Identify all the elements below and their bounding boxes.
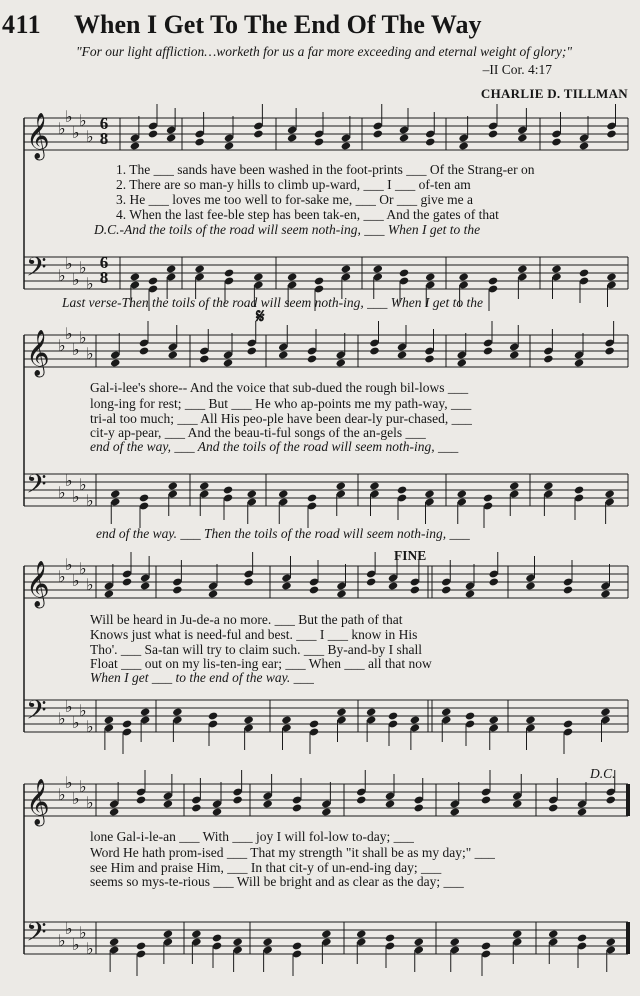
svg-text:♭: ♭ xyxy=(79,559,87,578)
svg-text:𝄞: 𝄞 xyxy=(26,113,50,159)
verse1-line1: 1. The ___ sands have been washed in the foot-prints ___ Of the Strang-er on xyxy=(116,162,535,177)
verse2-line2: long-ing for rest; ___ But ___ He who ap-points me my path-way, ___ xyxy=(90,396,472,411)
svg-text:♭: ♭ xyxy=(86,491,94,510)
svg-text:♭: ♭ xyxy=(86,344,94,363)
svg-text:𝄞: 𝄞 xyxy=(26,330,50,376)
svg-text:♭: ♭ xyxy=(58,785,66,804)
verse1-line3: Will be heard in Ju-de-a no more. ___ But the path of that xyxy=(90,612,403,627)
svg-text:𝄢: 𝄢 xyxy=(26,468,47,506)
verse3-line2: tri-al too much; ___ All His peo-ple have been dear-ly pur-chased, ___ xyxy=(90,411,472,426)
svg-text:♭: ♭ xyxy=(72,487,80,506)
svg-text:♭: ♭ xyxy=(65,471,73,490)
last-verse-line2: end of the way. ___ Then the toils of the road will seem noth-ing, ___ xyxy=(96,526,470,541)
svg-text:♭: ♭ xyxy=(65,107,73,126)
svg-text:♭: ♭ xyxy=(79,701,87,720)
dc-line1: D.C.-And the toils of the road will seem noth-ing, ___ When I get to the xyxy=(94,222,481,237)
hymn-title: When I Get To The End Of The Way xyxy=(74,10,482,39)
svg-text:♭: ♭ xyxy=(58,567,66,586)
verse4-line2: cit-y ap-pear, ___ And the beau-ti-ful songs of the an-gels ___ xyxy=(90,425,426,440)
svg-text:𝄞: 𝄞 xyxy=(26,779,50,825)
svg-text:♭: ♭ xyxy=(65,697,73,716)
verse2-line3: Knows just what is need-ful and best. ___ I ___ know in His xyxy=(90,627,418,642)
verse2-line1: 2. There are so man-y hills to climb up-ward, ___ I ___ of-ten am xyxy=(116,177,471,192)
svg-text:𝄞: 𝄞 xyxy=(26,561,50,607)
svg-text:𝄢: 𝄢 xyxy=(26,694,47,732)
svg-text:♭: ♭ xyxy=(72,935,80,954)
svg-text:♭: ♭ xyxy=(86,793,94,812)
verse3-line4: see Him and praise Him, ___ In that cit-y of un-end-ing day; ___ xyxy=(90,860,442,875)
svg-text:♭: ♭ xyxy=(86,939,94,958)
svg-text:♭: ♭ xyxy=(65,254,73,273)
time-signature-treble: 6 8 xyxy=(99,114,109,148)
verse1-line4: lone Gal-i-le-an ___ With ___ joy I will fol-low to-day; ___ xyxy=(90,829,414,844)
verse2-line4: Word He hath prom-ised ___ That my strength "it shall be as my day;" ___ xyxy=(90,845,495,860)
svg-text:♭: ♭ xyxy=(58,709,66,728)
svg-text:♭: ♭ xyxy=(86,717,94,736)
svg-text:♭: ♭ xyxy=(86,575,94,594)
svg-text:♭: ♭ xyxy=(58,483,66,502)
svg-text:♭: ♭ xyxy=(58,931,66,950)
svg-text:♭: ♭ xyxy=(72,270,80,289)
svg-text:♭: ♭ xyxy=(58,336,66,355)
svg-text:♭: ♭ xyxy=(79,475,87,494)
svg-text:♭: ♭ xyxy=(65,773,73,792)
time-signature-bass: 6 8 xyxy=(99,253,109,287)
svg-text:♭: ♭ xyxy=(65,324,73,343)
verse4-line1: 4. When the last fee-ble step has been tak-en, ___ And the gates of that xyxy=(116,207,499,222)
svg-text:♭: ♭ xyxy=(58,266,66,285)
scripture-reference: –II Cor. 4:17 xyxy=(482,62,552,77)
svg-text:𝄢: 𝄢 xyxy=(26,251,47,289)
svg-text:♭: ♭ xyxy=(79,111,87,130)
svg-text:♭: ♭ xyxy=(86,127,94,146)
svg-text:𝄢: 𝄢 xyxy=(26,916,47,954)
dc-line3: When I get ___ to the end of the way. ___ xyxy=(90,670,314,685)
svg-text:♭: ♭ xyxy=(72,713,80,732)
svg-text:♭: ♭ xyxy=(79,923,87,942)
svg-text:♭: ♭ xyxy=(65,555,73,574)
verse3-line1: 3. He ___ loves me too well to for-sake me, ___ Or ___ give me a xyxy=(116,192,474,207)
svg-text:♭: ♭ xyxy=(72,571,80,590)
segno-sign: 𝄋 xyxy=(256,306,265,328)
svg-text:♭: ♭ xyxy=(72,789,80,808)
scripture-quote: "For our light affliction…worketh for us a far more exceeding and eternal weight of glory;" xyxy=(75,44,573,59)
svg-text:♭: ♭ xyxy=(65,919,73,938)
svg-text:♭: ♭ xyxy=(79,258,87,277)
svg-text:♭: ♭ xyxy=(72,340,80,359)
svg-text:♭: ♭ xyxy=(86,274,94,293)
hymn-number: 411 xyxy=(2,10,42,39)
verse1-line2: Gal-i-lee's shore-- And the voice that sub-dued the rough bil-lows ___ xyxy=(90,380,469,395)
fine-marking: FINE xyxy=(394,548,427,563)
dc-marking: D.C. xyxy=(590,766,616,781)
composer-name: CHARLIE D. TILLMAN xyxy=(480,86,628,101)
verse4-line3: Float ___ out on my lis-ten-ing ear; ___ When ___ all that now xyxy=(90,656,432,671)
verse4-line4: seems so mys-te-rious ___ Will be bright and as clear as the day; ___ xyxy=(90,874,464,889)
dc-line2: end of the way, ___ And the toils of the road will seem noth-ing, ___ xyxy=(90,439,459,454)
svg-text:♭: ♭ xyxy=(72,123,80,142)
svg-text:♭: ♭ xyxy=(79,777,87,796)
svg-text:♭: ♭ xyxy=(79,328,87,347)
svg-text:♭: ♭ xyxy=(58,119,66,138)
last-verse-line1: Last verse-Then the toils of the road will seem noth-ing, ___ When I get to the xyxy=(62,295,483,310)
verse3-line3: Tho'. ___ Sa-tan will try to claim such. ___ By-and-by I shall xyxy=(90,642,423,657)
